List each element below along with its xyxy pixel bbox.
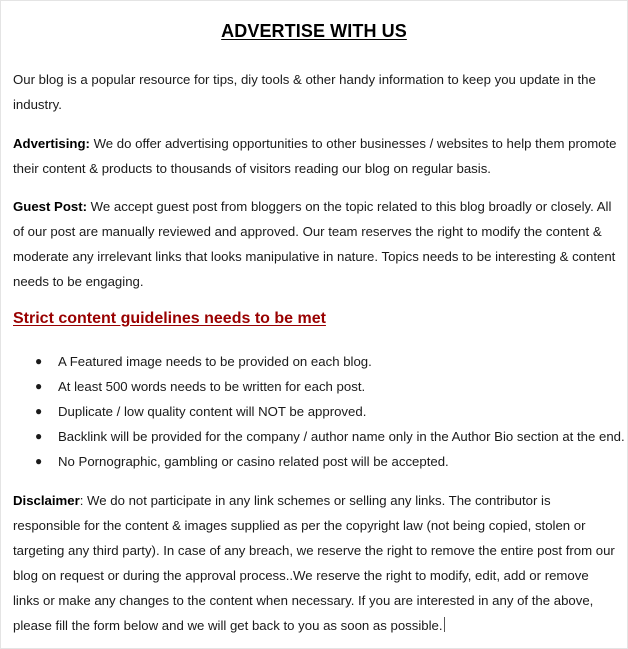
advertising-label: Advertising: [13,136,90,151]
guidelines-list [1,349,628,474]
bullet-icon: ● [35,404,43,418]
list-item [1,449,628,474]
advertising-text: We do offer advertising opportunities to other businesses / websites to help them promote their content & products to thousands of visitors reading our blog on regular basis. [13,136,617,176]
bullet-icon: ● [35,354,43,368]
text-cursor [444,617,445,632]
list-item [1,424,628,449]
disclaimer-text: : We do not participate in any link schemes or selling any links. The contributor is responsible for the content & images supplied as per the copyright law (not being copied, stolen or targeting any third party). In case of any breach, we reserve the right to remove the entire post from our blog on request or during the approval process..We reserve the right to modify, edit, add or remove links or make any changes to the content when necessary. If you are interested in any of the above, please fill the form below and we will get back to you as soon as possible. [13,493,615,633]
advertising-paragraph [13,131,617,181]
list-item-text: Backlink will be provided for the company / author name only in the Author Bio section at the end. [58,429,625,444]
guest-post-paragraph [13,194,617,294]
page-title: ADVERTISE WITH US [221,21,407,41]
list-item-text: At least 500 words needs to be written for each post. [58,379,366,394]
bullet-icon: ● [35,454,43,468]
guest-post-text: We accept guest post from bloggers on the topic related to this blog broadly or closely. All of our post are manually reviewed and approved. Our team reserves the right to modify the content & moderate any irrelevant links that looks manipulative in nature. Topics needs to be interesting & content needs to be engaging. [13,199,616,289]
list-item-text: A Featured image needs to be provided on each blog. [58,354,372,369]
bullet-icon: ● [35,379,43,393]
guidelines-heading: Strict content guidelines needs to be met [13,310,326,327]
list-item [1,399,628,424]
list-item [1,349,628,374]
guest-post-label: Guest Post: [13,199,88,214]
intro-paragraph: Our blog is a popular resource for tips, diy tools & other handy information to keep you update in the industry. [13,72,596,112]
list-item-text: Duplicate / low quality content will NOT be approved. [58,404,367,419]
disclaimer-label: Disclaimer [13,493,80,508]
list-item-text: No Pornographic, gambling or casino related post will be accepted. [58,454,449,469]
bullet-icon: ● [35,429,43,443]
list-item [1,374,628,399]
disclaimer-paragraph[interactable] [13,488,617,638]
